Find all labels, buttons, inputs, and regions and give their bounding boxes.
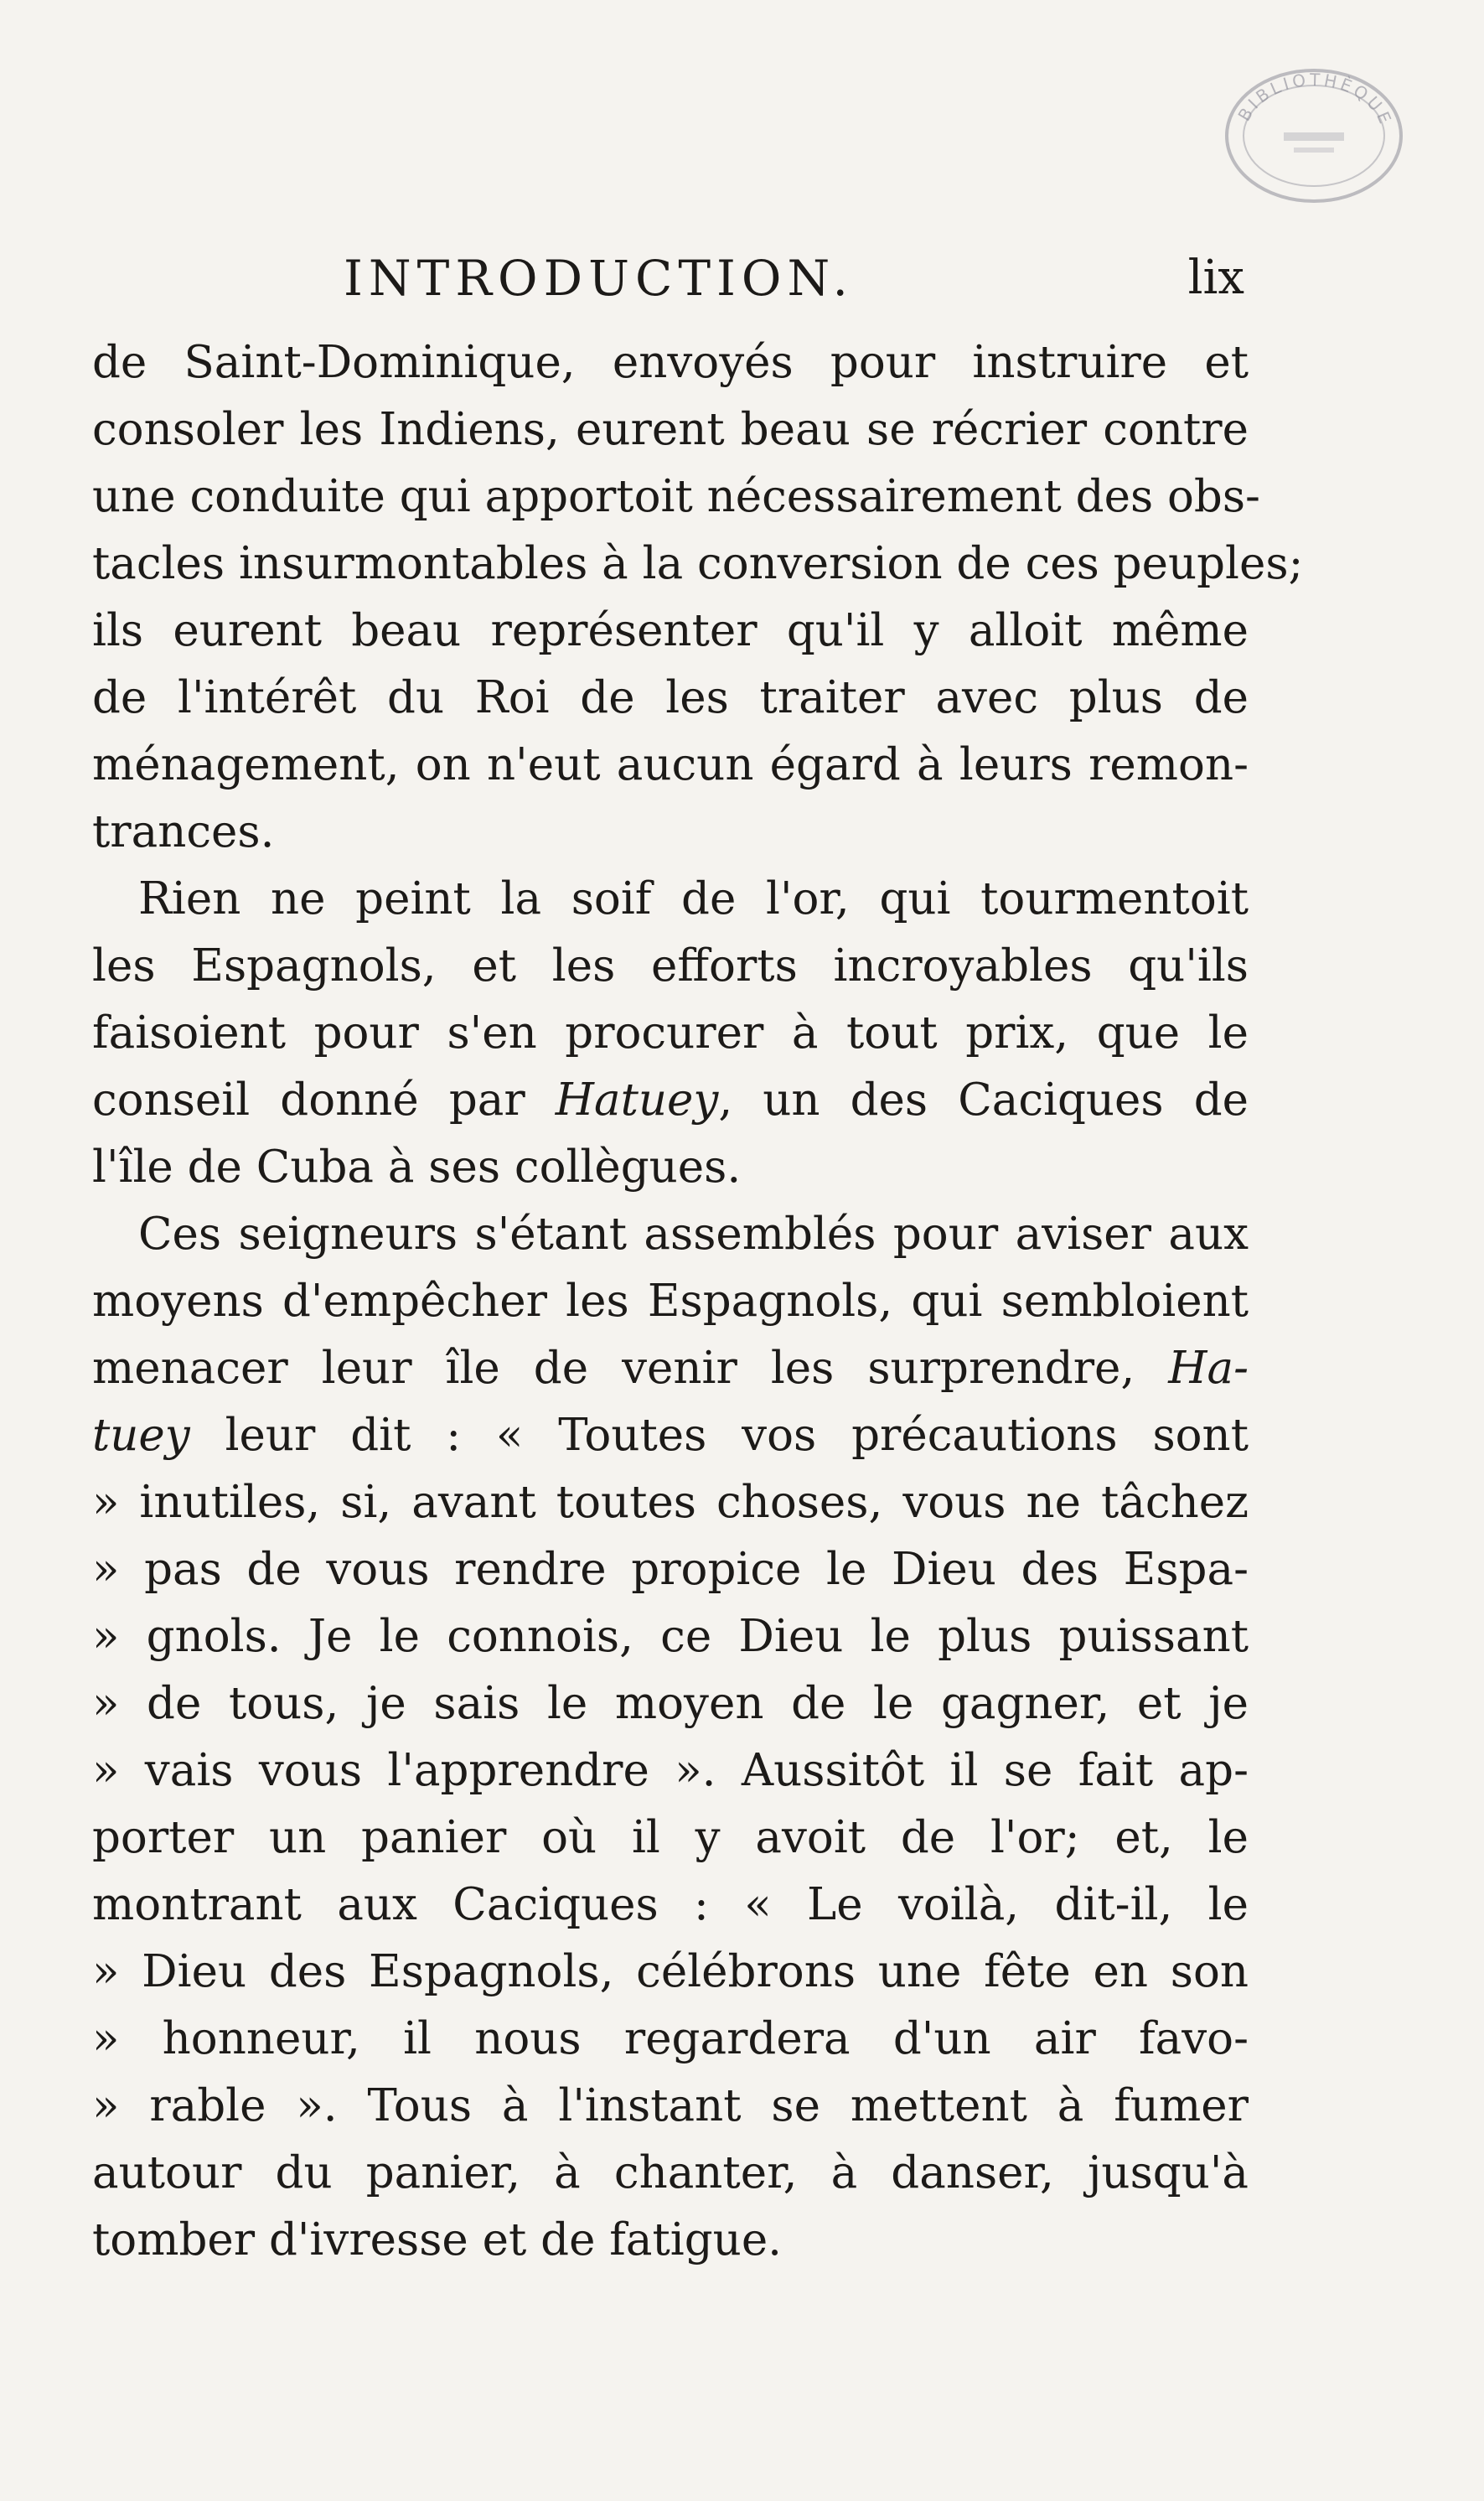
text-segment: faisoient pour s'en procurer à tout prix, que le (92, 1007, 1249, 1059)
text-segment: de l'intérêt du Roi de les traiter avec plus de (92, 672, 1249, 723)
italic-text: Hatuey (555, 1074, 719, 1126)
text-segment: l'île de Cuba à ses collègues. (92, 1142, 742, 1193)
text-line (92, 1670, 1249, 1737)
text-line (92, 329, 1249, 396)
text-line (92, 1067, 1249, 1134)
italic-text: Ha- (1168, 1343, 1249, 1394)
text-line (92, 1872, 1249, 1939)
text-line (92, 1201, 1249, 1268)
text-line (92, 2073, 1249, 2140)
library-stamp (1213, 60, 1414, 211)
text-line (92, 933, 1249, 1000)
text-line (92, 598, 1249, 665)
text-segment: les Espagnols, et les efforts incroyables qu'ils (92, 940, 1249, 992)
text-segment: trances. (92, 806, 275, 857)
text-line (92, 1603, 1249, 1670)
text-line (92, 1402, 1249, 1469)
text-line (92, 2006, 1249, 2073)
text-segment: tacles insurmontables à la conversion de ces peuples; (92, 538, 1304, 589)
text-segment: autour du panier, à chanter, à danser, jusqu'à (92, 2147, 1249, 2198)
text-line (92, 1469, 1249, 1536)
text-segment: de Saint-Dominique, envoyés pour instruire et (92, 337, 1249, 388)
text-segment: menacer leur île de venir les surprendre, (92, 1343, 1169, 1394)
text-segment: conseil donné par (92, 1074, 556, 1126)
page-number: lix (1187, 251, 1244, 305)
text-segment: » rable ». Tous à l'instant se mettent à fumer (92, 2080, 1249, 2131)
text-segment: » inutiles, si, avant toutes choses, vous ne tâchez (92, 1477, 1249, 1528)
svg-text:BIBLIOTHÈQUE (1233, 70, 1396, 130)
text-segment: consoler les Indiens, eurent beau se récrier contre (92, 404, 1249, 455)
text-segment: » honneur, il nous regardera d'un air favo- (92, 2013, 1249, 2064)
text-segment: ménagement, on n'eut aucun égard à leurs remon- (92, 739, 1249, 790)
text-segment: » gnols. Je le connois, ce Dieu le plus puissant (92, 1611, 1249, 1662)
library-stamp-icon (1213, 60, 1414, 211)
text-segment: leur dit : « Toutes vos précautions sont (189, 1410, 1249, 1461)
text-line (92, 531, 1304, 598)
text-line (92, 665, 1249, 732)
text-line (92, 396, 1249, 463)
text-segment: ils eurent beau représenter qu'il y alloit même (92, 605, 1249, 656)
text-line (92, 2140, 1249, 2207)
text-segment: Rien ne peint la soif de l'or, qui tourmentoit (138, 873, 1249, 924)
text-segment: tomber d'ivresse et de fatigue. (92, 2214, 783, 2265)
text-line (92, 1000, 1249, 1067)
running-head (344, 245, 1244, 312)
text-segment: montrant aux Caciques : « Le voilà, dit-il, le (92, 1879, 1249, 1930)
stamp-label: BIBLIOTHÈQUE (1233, 69, 1397, 130)
text-line (92, 1335, 1249, 1402)
italic-text: tuey (92, 1410, 190, 1461)
text-segment: moyens d'empêcher les Espagnols, qui sembloient (92, 1276, 1249, 1327)
text-segment: » pas de vous rendre propice le Dieu des Espa- (92, 1544, 1249, 1595)
running-title: INTRODUCTION. (344, 250, 854, 307)
text-line (92, 1939, 1249, 2006)
text-segment: , un des Caciques de (718, 1074, 1249, 1126)
text-line (92, 1536, 1249, 1603)
text-segment: Ces seigneurs s'étant assemblés pour aviser aux (138, 1209, 1249, 1260)
text-segment: » vais vous l'apprendre ». Aussitôt il se fait ap- (92, 1745, 1249, 1796)
text-segment: » Dieu des Espagnols, célébrons une fête en son (92, 1946, 1249, 1997)
text-line (92, 1805, 1249, 1872)
text-segment: porter un panier où il y avoit de l'or; et, le (92, 1812, 1249, 1863)
text-segment: » de tous, je sais le moyen de le gagner, et je (92, 1678, 1249, 1729)
text-segment: une conduite qui apportoit nécessairement des obs- (92, 471, 1260, 522)
text-line (92, 866, 1249, 933)
text-line (92, 1268, 1249, 1335)
body-text (92, 329, 1304, 2274)
text-line (92, 799, 1249, 866)
text-line (92, 1134, 1249, 1201)
text-line (92, 463, 1260, 531)
text-line (92, 2207, 1249, 2274)
text-line (92, 1737, 1249, 1805)
text-line (92, 732, 1249, 799)
